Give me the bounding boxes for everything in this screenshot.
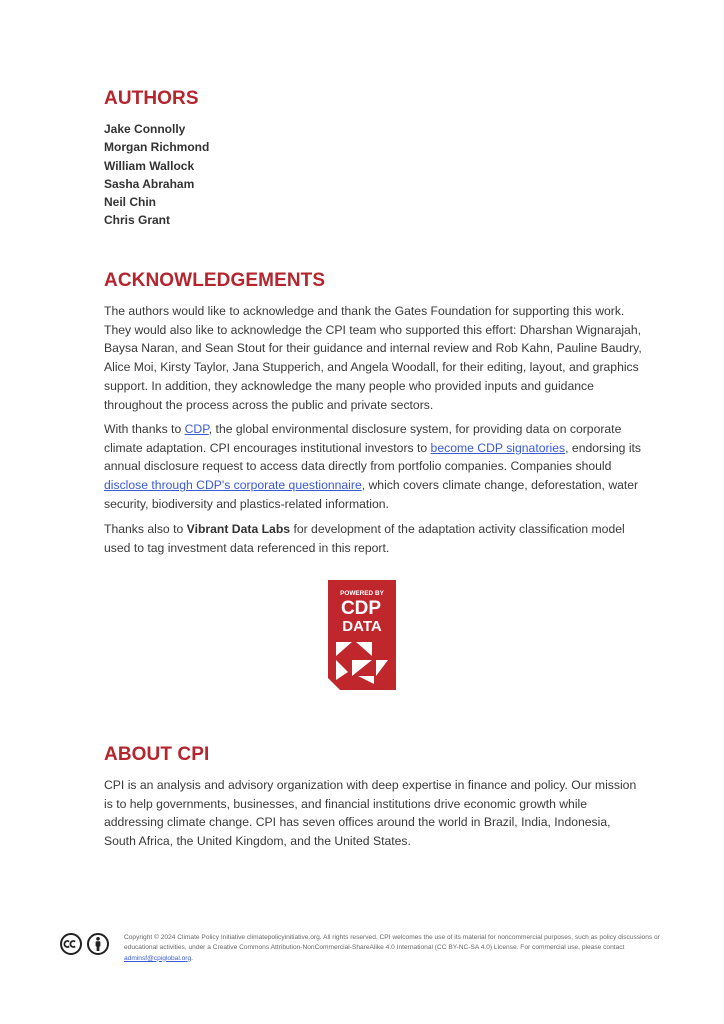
acknowledgements-paragraph-3 bbox=[104, 520, 644, 557]
vibrant-data-labs-name: Vibrant Data Labs bbox=[186, 522, 291, 536]
creative-commons-icons bbox=[60, 933, 112, 955]
copyright-end: . bbox=[191, 954, 194, 962]
cc-icon bbox=[61, 934, 81, 954]
author-name: Neil Chin bbox=[104, 195, 157, 210]
authors-list bbox=[104, 120, 209, 230]
text-run: for development of the adaptation activity classification model used to tag investment data referenced in this report. bbox=[104, 522, 625, 555]
acknowledgements-heading: ACKNOWLEDGEMENTS bbox=[104, 270, 326, 291]
about-cpi-paragraph: CPI is an analysis and advisory organization with deep expertise in finance and policy. Our mission is to help governments, businesses, and financial institutions drive economic growth while addressing climate change. CPI has seven offices around the world in Brazil, India, Indonesia, South Africa, the United Kingdom, and the United States. bbox=[104, 778, 637, 849]
text-run: Thanks also to bbox=[104, 522, 187, 536]
copyright-text: Copyright © 2024 Climate Policy Initiative climatepolicyinitiative.org. All rights reserved. CPI welcomes the use of its material for noncommercial purposes, such as policy discussions or educational activities, under a Creative Commons Attribution-NonCommercial-ShareAlike 4.0 International (CC BY-NC-SA 4.0) License. For commercial use, please contact bbox=[124, 934, 660, 952]
author-name: Sasha Abraham bbox=[104, 176, 195, 191]
contact-email-link[interactable]: adminsf@cpiglobal.org bbox=[124, 954, 192, 962]
logo-text-data: DATA bbox=[342, 618, 382, 635]
become-cdp-signatories-link[interactable]: become CDP signatories bbox=[430, 440, 566, 455]
text-run: , which covers climate change, deforestation, water security, biodiversity and plastics-related information. bbox=[104, 478, 639, 511]
logo-text-powered-by: POWERED BY bbox=[340, 590, 384, 597]
about-cpi-heading: ABOUT CPI bbox=[104, 744, 210, 765]
author-name: Chris Grant bbox=[104, 213, 171, 228]
text-run: With thanks to bbox=[104, 422, 185, 436]
acknowledgements-paragraph-2 bbox=[104, 420, 644, 514]
powered-by-cdp-data-logo bbox=[328, 580, 396, 690]
acknowledgements-paragraph-1: The authors would like to acknowledge and thank the Gates Foundation for supporting this work. They would also like to acknowledge the CPI team who supported this effort: Dharshan Wignarajah, Baysa Naran, and Sean Stout for their guidance and internal review and Rob Kahn, Pauline Baudry, Alice Moi, Kirsty Taylor, Jana Stupperich, and Angela Woodall, for their editing, layout, and graphics support. In addition, they acknowledge the many people who provided inputs and guidance throughout the process across the public and private sectors. bbox=[104, 304, 642, 412]
author-name: William Wallock bbox=[104, 158, 195, 173]
copyright-footer bbox=[124, 933, 664, 964]
by-icon bbox=[88, 934, 108, 954]
author-name: Jake Connolly bbox=[104, 122, 186, 136]
authors-heading: AUTHORS bbox=[104, 88, 199, 109]
cdp-questionnaire-link[interactable]: disclose through CDP's corporate questionnaire bbox=[104, 478, 362, 493]
author-name: Morgan Richmond bbox=[104, 140, 210, 155]
text-run: , the global environmental disclosure system, for providing data on corporate climate adaptation. CPI encourages institutional investors to bbox=[104, 422, 622, 455]
logo-text-cdp: CDP bbox=[340, 598, 382, 619]
text-run: , endorsing its annual disclosure request to access data directly from portfolio companies. Companies should bbox=[104, 440, 642, 474]
cdp-link[interactable]: CDP bbox=[184, 422, 209, 436]
